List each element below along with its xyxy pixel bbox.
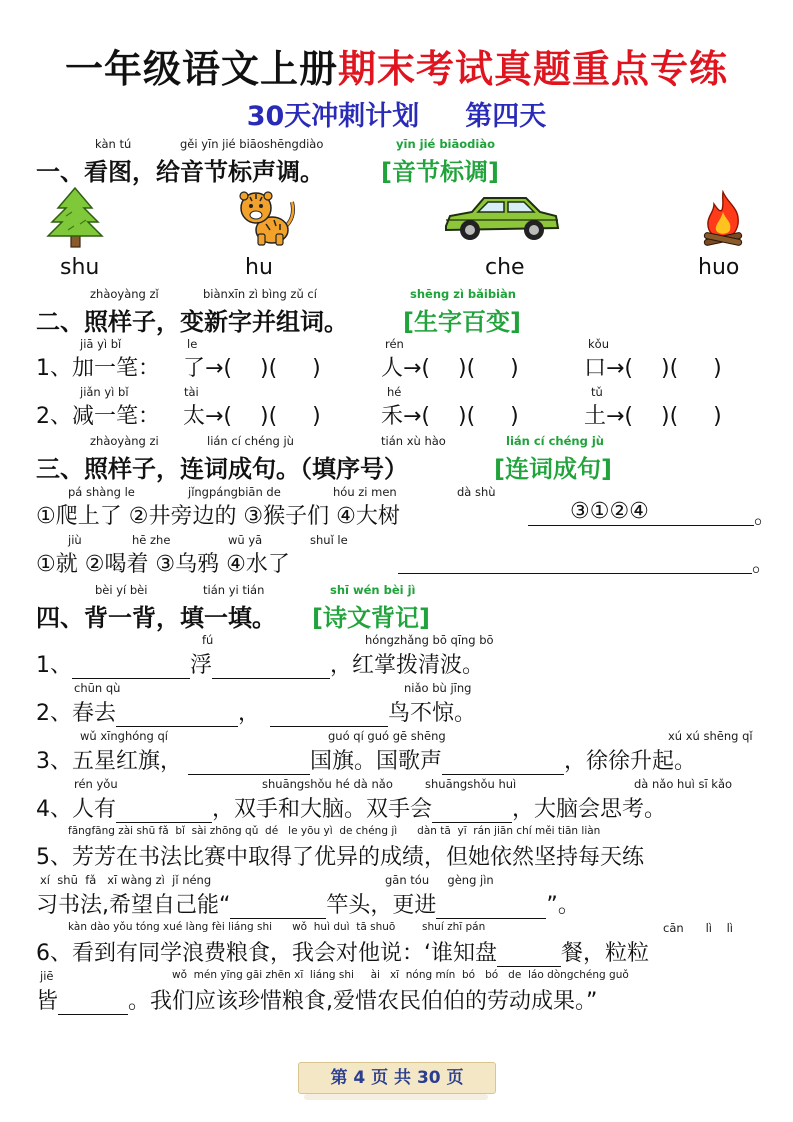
pinyin-zhaoyangzi: zhàoyàng zǐ: [90, 287, 159, 301]
page-subtitle: [0, 94, 793, 133]
title-red-part: 期末考试真题重点专练: [338, 47, 729, 91]
q1-answer-line[interactable]: [528, 499, 754, 526]
q-number: 4、: [36, 797, 72, 822]
pinyin-xuxu: xú xú shēng qǐ: [668, 729, 753, 743]
q2-period: 。: [752, 552, 775, 577]
pinyin-word-1: pá shàng le: [68, 485, 135, 499]
pinyin-q5-line1: fāngfāng zài shū fǎ bǐ sài zhōng qǔ dé le yōu yì de chéng jì dàn tā yī rán jiān chí měi tiān liàn: [68, 825, 601, 837]
poem4-line: [36, 792, 666, 823]
pinyin-renyou: rén yǒu: [74, 777, 118, 791]
q-number: 2、: [36, 701, 72, 726]
q2-words: ①就 ②喝着 ③乌鸦 ④水了: [36, 552, 290, 577]
pinyin-tag: lián cí chéng jù: [506, 434, 604, 448]
syllable-shu: shu: [60, 255, 100, 280]
poem3-line: [36, 744, 696, 775]
row-remove-stroke-label: 2、减一笔：: [36, 404, 160, 429]
fill-blank[interactable]: [116, 798, 212, 823]
pinyin-word-3: wū yā: [228, 533, 263, 547]
row-add-stroke-label: 1、加一笔：: [36, 356, 160, 381]
fill-blank[interactable]: [188, 750, 310, 775]
q2-answer-line[interactable]: [398, 547, 752, 574]
subtitle-plan: 30天冲刺计划: [246, 101, 420, 132]
q-number: 1、: [36, 653, 72, 678]
poem2-line: [36, 696, 476, 727]
pinyin-ren: rén: [385, 337, 404, 351]
page-title: [0, 38, 793, 93]
pinyin-word-2: hē zhe: [132, 533, 171, 547]
pinyin-kou: kǒu: [588, 337, 609, 351]
q6-line2-tail: 。我们应该珍惜粮食,爱惜农民伯伯的劳动成果。”: [128, 989, 598, 1014]
pinyin-le: le: [187, 337, 198, 351]
answer-slot-le[interactable]: 了→( )( ): [183, 356, 321, 381]
poem1-mid: 浮: [190, 653, 213, 678]
fill-blank[interactable]: [442, 750, 564, 775]
q6-line1-tail: 餐，粒粒: [561, 941, 650, 966]
pinyin-lianci: lián cí chéng jù: [207, 434, 294, 448]
q1-period: 。: [754, 504, 777, 529]
poem2-tail: 鸟不惊。: [388, 701, 477, 726]
q6-line2-head: 皆: [36, 989, 59, 1014]
fill-blank[interactable]: [212, 654, 330, 679]
answer-slot-tu[interactable]: 土→( )( ): [584, 404, 722, 429]
q6-line1-head: 6、看到有同学浪费粮食，我会对他说：‘谁知盘: [36, 941, 497, 966]
q-number: 3、: [36, 749, 72, 774]
answer-slot-he[interactable]: 禾→( )( ): [381, 404, 519, 429]
pinyin-tag: shī wén bèi jì: [330, 583, 416, 597]
poem4-head: 人有: [72, 797, 117, 822]
pinyin-tag: shēng zì bǎibiàn: [410, 287, 516, 301]
pinyin-word-2: jǐngpángbiān de: [188, 485, 281, 499]
pinyin-jianyibi: jiǎn yì bǐ: [80, 385, 129, 399]
q5-line1: 5、芳芳在书法比赛中取得了优异的成绩，但她依然坚持每天练: [36, 845, 644, 870]
tiger-icon: [236, 188, 300, 246]
pinyin-hongzhang: hóngzhǎng bō qīng bō: [365, 633, 494, 647]
pinyin-instruction: gěi yīn jié biāoshēngdiào: [180, 137, 324, 151]
pinyin-word-3: hóu zi men: [333, 485, 397, 499]
pinyin-wuxinghongqi: wǔ xīnghóng qí: [80, 729, 169, 743]
page-indicator-reflection: [304, 1094, 488, 1100]
syllable-huo: huo: [698, 255, 740, 280]
syllable-che: che: [485, 255, 525, 280]
fill-blank[interactable]: [116, 702, 238, 727]
poem3-tail: ，徐徐升起。: [564, 749, 697, 774]
fill-blank[interactable]: [270, 702, 388, 727]
fire-icon: [700, 190, 746, 246]
section1-heading: 一、看图，给音节标声调。: [36, 158, 324, 186]
pinyin-word-1: jiù: [68, 533, 82, 547]
pinyin-niaobujing: niǎo bù jīng: [404, 681, 472, 695]
pinyin-q6-line1b: cān lì lì: [663, 921, 733, 935]
q6-line1: [36, 936, 649, 967]
section3-heading: 三、照样子，连词成句。（填序号）: [36, 455, 408, 483]
pinyin-tag: yīn jié biāodiào: [396, 137, 495, 151]
tree-icon: [46, 186, 104, 248]
answer-slot-ren[interactable]: 人→( )( ): [381, 356, 519, 381]
poem3-mid: 国旗。国歌声: [310, 749, 443, 774]
pinyin-q6-line2: wǒ mén yīng gāi zhēn xī liáng shi ài xī nóng mín bó bó de láo dòngchéng guǒ: [172, 969, 629, 981]
pinyin-tu: tǔ: [591, 385, 603, 399]
pinyin-beiyibei: bèi yí bèi: [95, 583, 148, 597]
pinyin-tai: tài: [184, 385, 199, 399]
poem2-comma: ，: [238, 701, 261, 726]
page-indicator: 第 4 页 共 30 页: [298, 1062, 496, 1094]
pinyin-tianyitian: tián yi tián: [203, 583, 265, 597]
poem1-line: [36, 648, 484, 679]
pinyin-instruction: biànxīn zì bìng zǔ cí: [203, 287, 317, 301]
q5-line2: [36, 888, 580, 919]
pinyin-shuangshouhui: shuāngshǒu huì: [425, 777, 517, 791]
pinyin-q5-line2b: gān tóu gèng jìn: [385, 873, 494, 887]
pinyin-q6-line1: kàn dào yǒu tóng xué làng fèi liáng shi wǒ huì duì tā shuō shuí zhī pán: [68, 921, 486, 933]
pinyin-guoqi: guó qí guó gē shēng: [328, 729, 446, 743]
pinyin-shuangshou: shuāngshǒu hé dà nǎo: [262, 777, 393, 791]
fill-blank[interactable]: [497, 942, 561, 967]
pinyin-he: hé: [387, 385, 402, 399]
fill-blank[interactable]: [432, 798, 512, 823]
poem4-mid: ，双手和大脑。双手会: [212, 797, 433, 822]
answer-slot-kou[interactable]: 口→( )( ): [584, 356, 722, 381]
pinyin-q5-line2: xí shū fǎ xī wàng zì jǐ néng: [40, 873, 212, 887]
answer-slot-tai[interactable]: 太→( )( ): [183, 404, 321, 429]
syllable-hu: hu: [245, 255, 273, 280]
section2-heading: 二、照样子，变新字并组词。: [36, 308, 348, 336]
fill-blank[interactable]: [58, 990, 128, 1015]
subtitle-day: 第四天: [465, 101, 547, 132]
pinyin-q6-jie: jiē: [40, 969, 54, 983]
fill-blank[interactable]: [436, 894, 546, 919]
section4-heading: 四、背一背，填一填。: [36, 604, 276, 632]
pinyin-word-4: shuǐ le: [310, 533, 348, 547]
pinyin-chunqu: chūn qù: [74, 681, 121, 695]
q5-line2-end: ”。: [546, 893, 580, 918]
title-black-part: 一年级语文上册: [64, 47, 338, 91]
pinyin-tianxuhao: tián xù hào: [381, 434, 446, 448]
q5-line2-mid: 竿头，更进: [326, 893, 437, 918]
pinyin-word-4: dà shù: [457, 485, 496, 499]
car-icon: [442, 190, 562, 246]
poem2-head: 春去: [72, 701, 117, 726]
pinyin-fu: fú: [202, 633, 214, 647]
pinyin-danao: dà nǎo huì sī kǎo: [634, 777, 733, 791]
poem4-tail: ，大脑会思考。: [512, 797, 667, 822]
section4-tag: [诗文背记]: [312, 604, 430, 632]
fill-blank[interactable]: [72, 654, 190, 679]
poem3-head: 五星红旗，: [72, 749, 183, 774]
section3-tag: [连词成句]: [494, 455, 612, 483]
section1-tag: [音节标调]: [381, 158, 499, 186]
q6-line2: [36, 984, 597, 1015]
fill-blank[interactable]: [230, 894, 326, 919]
pinyin-kantu: kàn tú: [95, 137, 132, 151]
q1-answer: ③①②④: [570, 499, 649, 524]
q1-words: ①爬上了 ②井旁边的 ③猴子们 ④大树: [36, 504, 400, 529]
pinyin-zhaoyangzi: zhàoyàng zi: [90, 434, 159, 448]
poem1-tail: ，红掌拨清波。: [330, 653, 485, 678]
section2-tag: [生字百变]: [403, 308, 521, 336]
pinyin-jiayibi: jiā yì bǐ: [80, 337, 122, 351]
q5-line2-head: 习书法,希望自己能“: [36, 893, 231, 918]
